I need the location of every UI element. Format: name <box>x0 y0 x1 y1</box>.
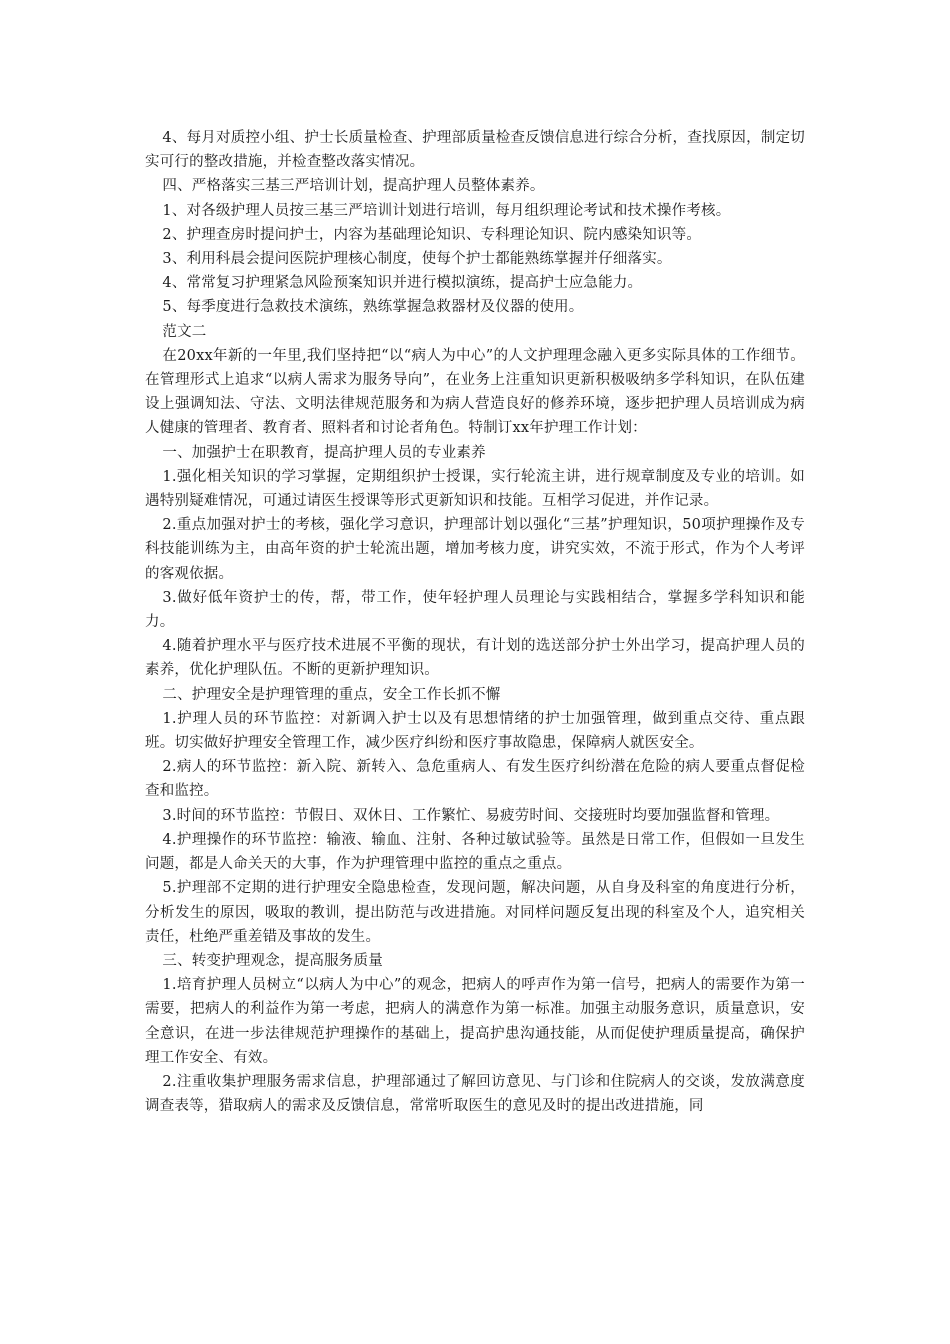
section-heading: 四、严格落实三基三严培训计划，提高护理人员整体素养。 <box>162 178 545 195</box>
paragraph: 5.护理部不定期的进行护理安全隐患检查，发现问题，解决问题，从自身及科室的角度进行分析，分析发生的原因，吸取的教训，提出防范与改进措施。对同样问题反复出现的科室及个人，追究相关责任，杜绝严重差错及事故的发生。 <box>145 880 805 945</box>
paragraph: 5、每季度进行急救技术演练，熟练掌握急救器材及仪器的使用。 <box>162 299 584 316</box>
paragraph: 4.护理操作的环节监控：输液、输血、注射、各种过敏试验等。虽然是日常工作，但假如一旦发生问题，都是人命关天的大事，作为护理管理中监控的重点之重点。 <box>145 831 805 873</box>
section-heading: 三、转变护理观念，提高服务质量 <box>162 952 383 969</box>
paragraph: 4、常常复习护理紧急风险预案知识并进行模拟演练，提高护士应急能力。 <box>162 275 643 292</box>
paragraph: 1.强化相关知识的学习掌握，定期组织护士授课，实行轮流主讲，进行规章制度及专业的培训。如遇特别疑难情况，可通过请医生授课等形式更新知识和技能。互相学习促进，并作记录。 <box>145 468 805 510</box>
paragraph: 3、利用科晨会提问医院护理核心制度，使每个护士都能熟练掌握并仔细落实。 <box>162 251 672 268</box>
section-heading: 一、加强护士在职教育，提高护理人员的专业素养 <box>162 444 486 461</box>
paragraph: 2.重点加强对护士的考核，强化学习意识，护理部计划以强化“三基”护理知识，50项护理操作及专科技能训练为主，由高年资的护士轮流出题，增加考核力度，讲究实效，不流于形式，作为个人考评的客观依据。 <box>145 517 805 582</box>
paragraph: 2.注重收集护理服务需求信息，护理部通过了解回访意见、与门诊和住院病人的交谈，发放满意度调查表等，猎取病人的需求及反馈信息，常常听取医生的意见及时的提出改进措施，同 <box>145 1073 805 1115</box>
document-body <box>145 126 805 1118</box>
section-heading: 二、护理安全是护理管理的重点，安全工作长抓不懈 <box>162 686 501 703</box>
paragraph: 在20xx年新的一年里,我们坚持把“以“病人为中心”的人文护理理念融入更多实际具体的工作细节。在管理形式上追求“以病人需求为服务导向”，在业务上注重知识更新积极吸纳多学科知识，在队伍建设上强调知法、守法、文明法律规范服务和为病人营造良好的修养环境，逐步把护理人员培训成为病人健康的管理者、教育者、照料者和讨论者角色。特制订xx年护理工作计划： <box>145 347 805 437</box>
paragraph: 4.随着护理水平与医疗技术进展不平衡的现状，有计划的选送部分护士外出学习，提高护理人员的素养，优化护理队伍。不断的更新护理知识。 <box>145 638 805 679</box>
paragraph: 1.护理人员的环节监控：对新调入护士以及有思想情绪的护士加强管理，做到重点交待、重点跟班。切实做好护理安全管理工作，减少医疗纠纷和医疗事故隐患，保障病人就医安全。 <box>145 710 805 752</box>
paragraph: 3.做好低年资护士的传，帮，带工作，使年轻护理人员理论与实践相结合，掌握多学科知识和能力。 <box>145 589 805 631</box>
paragraph: 2、护理查房时提问护士，内容为基础理论知识、专科理论知识、院内感染知识等。 <box>162 226 702 243</box>
paragraph: 1、对各级护理人员按三基三严培训计划进行培训，每月组织理论考试和技术操作考核。 <box>162 202 731 219</box>
paragraph: 3.时间的环节监控：节假日、双休日、工作繁忙、易疲劳时间、交接班时均要加强监督和管理。 <box>162 807 780 824</box>
paragraph: 4、每月对质控小组、护士长质量检查、护理部质量检查反馈信息进行综合分析，查找原因，制定切实可行的整改措施，并检查整改落实情况。 <box>145 130 805 171</box>
section-title: 范文二 <box>162 323 207 340</box>
paragraph: 2.病人的环节监控：新入院、新转入、急危重病人、有发生医疗纠纷潜在危险的病人要重点督促检查和监控。 <box>145 759 805 800</box>
paragraph: 1.培育护理人员树立“以病人为中心”的观念，把病人的呼声作为第一信号，把病人的需要作为第一需要，把病人的利益作为第一考虑，把病人的满意作为第一标准。加强主动服务意识，质量意识，安全意识，在进一步法律规范护理操作的基础上，提高护患沟通技能，从而促使护理质量提高，确保护理工作安全、有效。 <box>145 977 805 1066</box>
